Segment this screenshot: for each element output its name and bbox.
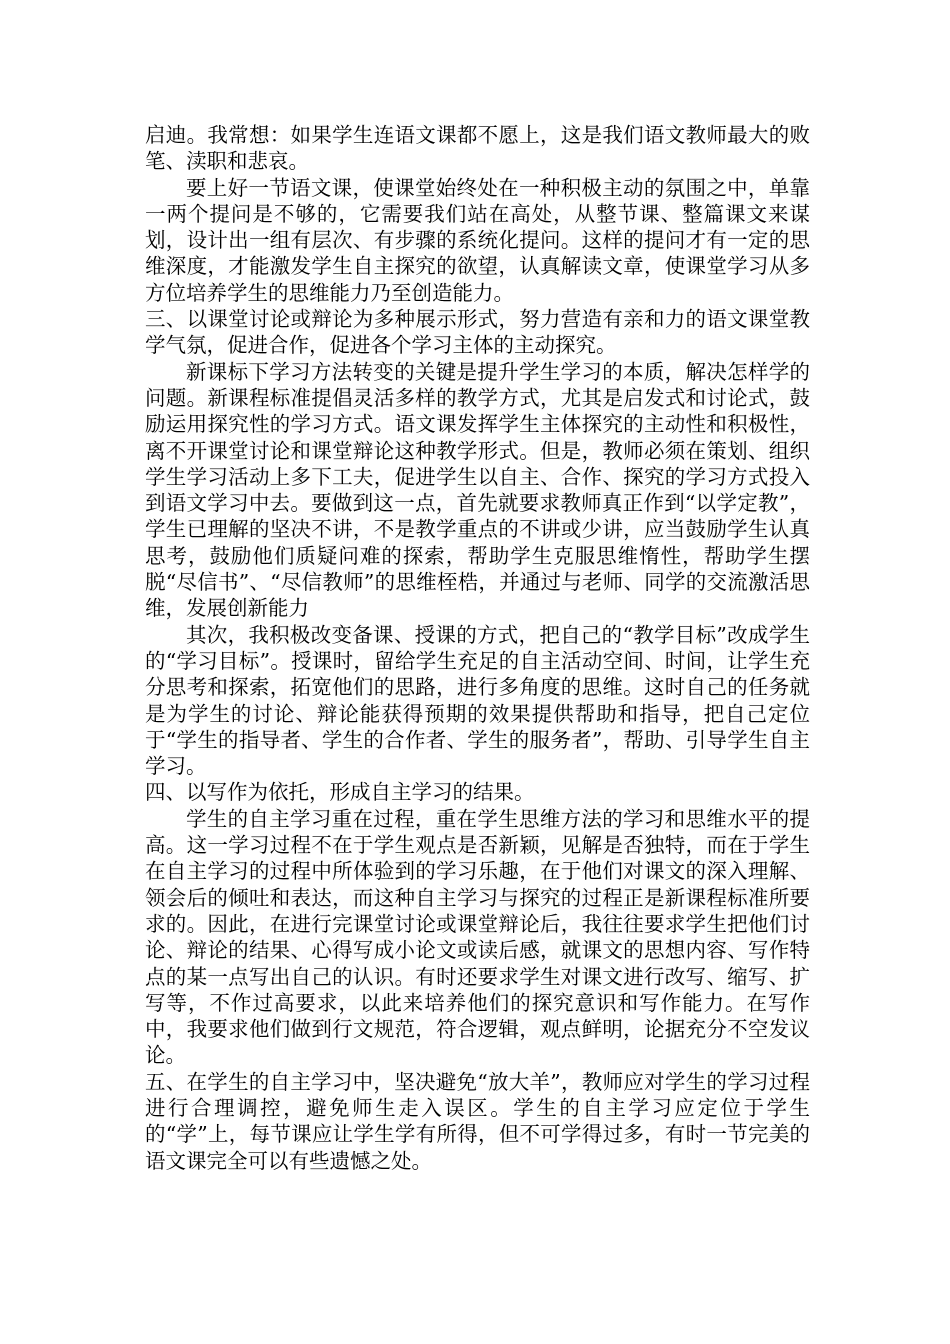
document-body: [145, 122, 810, 1174]
paragraph-5: 其次，我积极改变备课、授课的方式，把自己的“教学目标”改成学生的“学习目标”。授课时，留给学生充足的自主活动空间、时间，让学生充分思考和探索，拓宽他们的思路，进行多角度的思维。这时自己的任务就是为学生的讨论、辩论能获得预期的效果提供帮助和指导，把自己定位于“学生的指导者、学生的合作者、学生的服务者”，帮助、引导学生自主学习。: [145, 622, 810, 779]
paragraph-4: 新课标下学习方法转变的关键是提升学生学习的本质，解决怎样学的问题。新课程标准提倡灵活多样的教学方式，尤其是启发式和讨论式，鼓励运用探究性的学习方式。语文课发挥学生主体探究的主动性和积极性，离不开课堂讨论和课堂辩论这种教学形式。但是，教师必须在策划、组织学生学习活动上多下工夫，促进学生以自主、合作、探究的学习方式投入到语文学习中去。要做到这一点，首先就要求教师真正作到“以学定教”，学生已理解的坚决不讲，不是教学重点的不讲或少讲，应当鼓励学生认真思考，鼓励他们质疑问难的探索，帮助学生克服思维惰性，帮助学生摆脱“尽信书”、“尽信教师”的思维桎梏，并通过与老师、同学的交流激活思维，发展创新能力: [145, 359, 810, 621]
paragraph-1: 启迪。我常想：如果学生连语文课都不愿上，这是我们语文教师最大的败笔、渎职和悲哀。: [145, 123, 810, 174]
section-heading-4: 四、以写作为依托，形成自主学习的结果。: [145, 780, 535, 805]
paragraph-2: 要上好一节语文课，使课堂始终处在一种积极主动的氛围之中，单靠一两个提问是不够的，它需要我们站在高处，从整节课、整篇课文来谋划，设计出一组有层次、有步骤的系统化提问。这样的提问才有一定的思维深度，才能激发学生自主探究的欲望，认真解读文章，使课堂学习从多方位培养学生的思维能力乃至创造能力。: [145, 175, 810, 305]
paragraph-7: 学生的自主学习重在过程，重在学生思维方法的学习和思维水平的提高。这一学习过程不在于学生观点是否新颖，见解是否独特，而在于学生在自主学习的过程中所体验到的学习乐趣，在于他们对课文的深入理解、领会后的倾吐和表达，而这种自主学习与探究的过程正是新课程标准所要求的。因此，在进行完课堂讨论或课堂辩论后，我往往要求学生把他们讨论、辩论的结果、心得写成小论文或读后感，就课文的思想内容、写作特点的某一点写出自己的认识。有时还要求学生对课文进行改写、缩写、扩写等，不作过高要求，以此来培养他们的探究意识和写作能力。在写作中，我要求他们做到行文规范，符合逻辑，观点鲜明，论据充分不空发议论。: [145, 806, 810, 1068]
section-heading-3: 三、以课堂讨论或辩论为多种展示形式，努力营造有亲和力的语文课堂教学气氛，促进合作，促进各个学习主体的主动探究。: [145, 307, 810, 358]
section-heading-5: 五、在学生的自主学习中，坚决避免“放大羊”，教师应对学生的学习过程进行合理调控，避免师生走入误区。学生的自主学习应定位于学生的“学”上，每节课应让学生学有所得，但不可学得过多，有时一节完美的语文课完全可以有些遗憾之处。: [145, 1069, 810, 1173]
